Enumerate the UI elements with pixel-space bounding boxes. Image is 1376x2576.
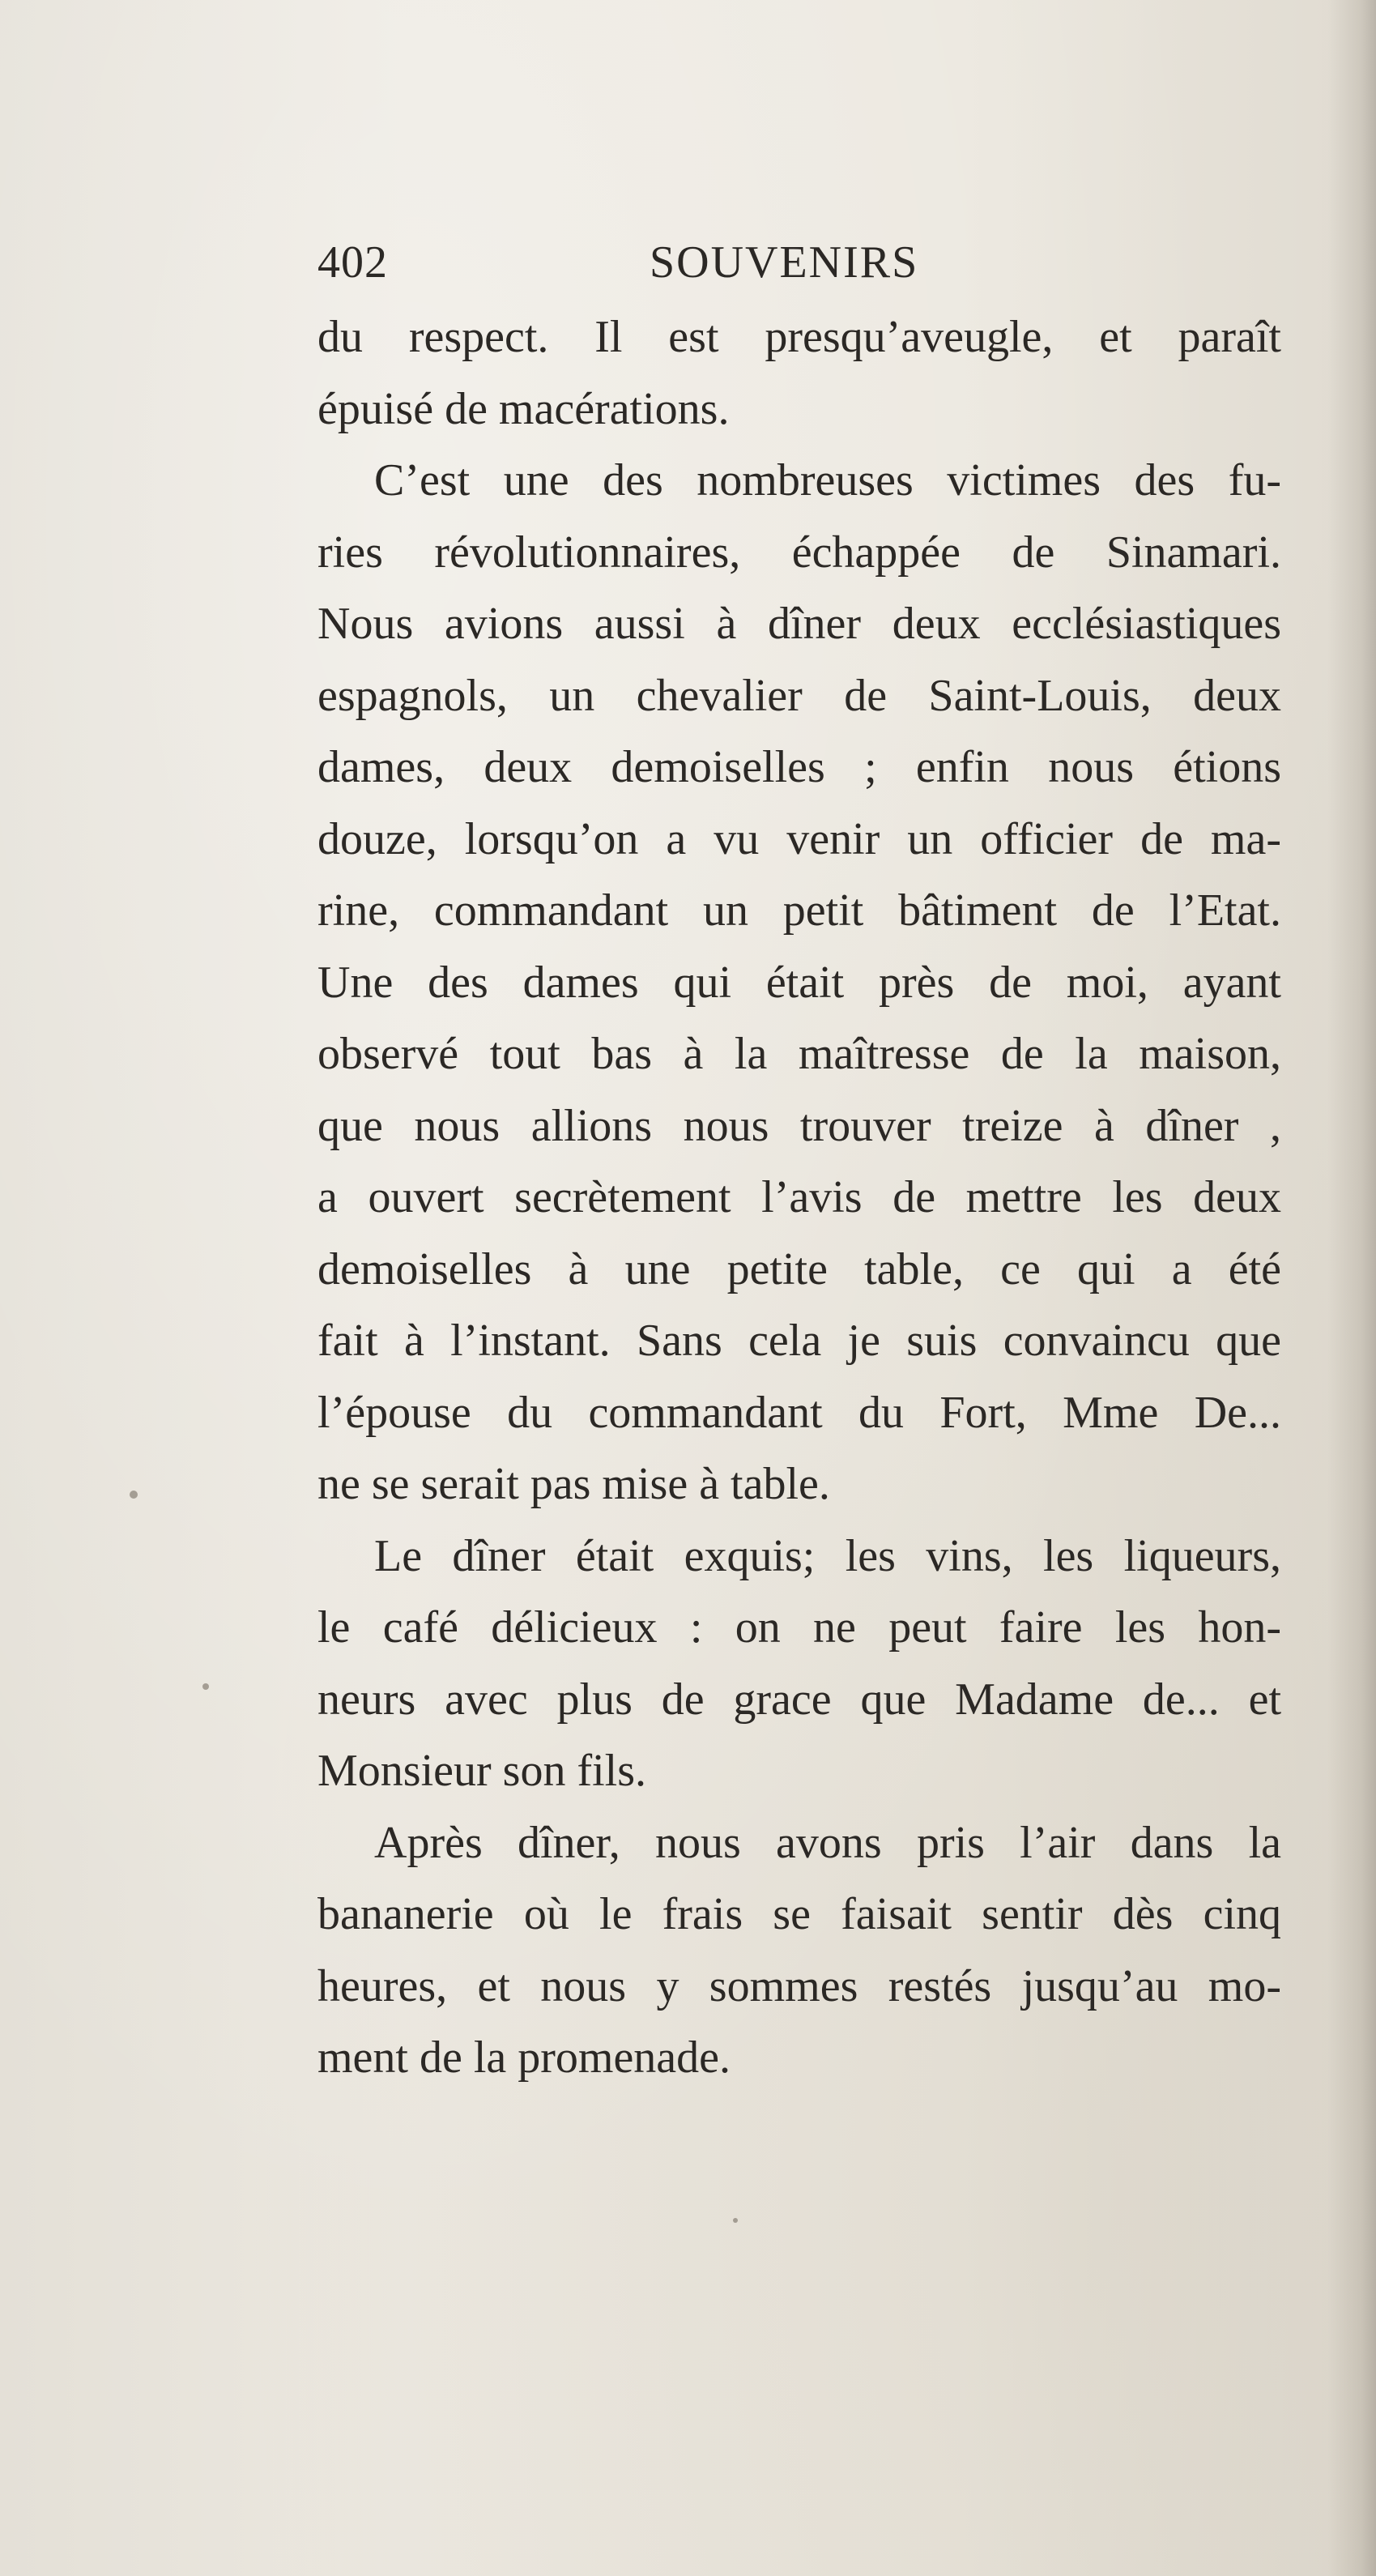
running-title: SOUVENIRS <box>650 237 919 288</box>
text-line: observé tout bas à la maîtresse de la maison, <box>317 1029 1281 1079</box>
text-line: Nous avions aussi à dîner deux ecclésiastiques <box>317 599 1281 649</box>
text-line: demoiselles à une petite table, ce qui a été <box>317 1243 1281 1294</box>
text-line: bananerie où le frais se faisait sentir dès cinq <box>317 1889 1281 1939</box>
text-line: Une des dames qui était près de moi, ayant <box>317 957 1281 1008</box>
text-line: le café délicieux : on ne peut faire les hon- <box>317 1602 1281 1653</box>
text-line: C’est une des nombreuses victimes des fu- <box>374 455 1281 505</box>
text-line: l’épouse du commandant du Fort, Mme De... <box>317 1387 1281 1438</box>
text-line: que nous allions nous trouver treize à dîner , <box>317 1100 1281 1151</box>
text-line: a ouvert secrètement l’avis de mettre les deux <box>317 1172 1281 1222</box>
page-edge-shadow <box>1327 0 1376 2576</box>
paper-speck <box>733 2218 738 2223</box>
text-line: heures, et nous y sommes restés jusqu’au mo- <box>317 1960 1281 2011</box>
body-text <box>317 301 1281 2094</box>
text-line: ries révolutionnaires, échappée de Sinamari. <box>317 527 1281 578</box>
text-line: Après dîner, nous avons pris l’air dans la <box>374 1817 1281 1868</box>
page-number: 402 <box>317 237 388 288</box>
text-line: épuisé de macérations. <box>317 383 730 434</box>
text-line: Monsieur son fils. <box>317 1746 646 1796</box>
text-line: rine, commandant un petit bâtiment de l’Etat. <box>317 885 1281 936</box>
text-line: Le dîner était exquis; les vins, les liqueurs, <box>374 1530 1281 1581</box>
text-line: fait à l’instant. Sans cela je suis convaincu que <box>317 1316 1281 1366</box>
text-line: espagnols, un chevalier de Saint-Louis, deux <box>317 670 1281 721</box>
text-line: neurs avec plus de grace que Madame de... et <box>317 1674 1281 1725</box>
text-line: dames, deux demoiselles ; enfin nous étions <box>317 742 1281 792</box>
paper-speck <box>130 1491 138 1499</box>
text-line: douze, lorsqu’on a vu venir un officier de ma- <box>317 813 1281 864</box>
text-line: ne se serait pas mise à table. <box>317 1459 830 1509</box>
page-header <box>317 237 1281 301</box>
text-line: ment de la promenade. <box>317 2032 731 2083</box>
paper-speck <box>202 1683 209 1690</box>
text-line: du respect. Il est presqu’aveugle, et paraît <box>317 312 1281 362</box>
